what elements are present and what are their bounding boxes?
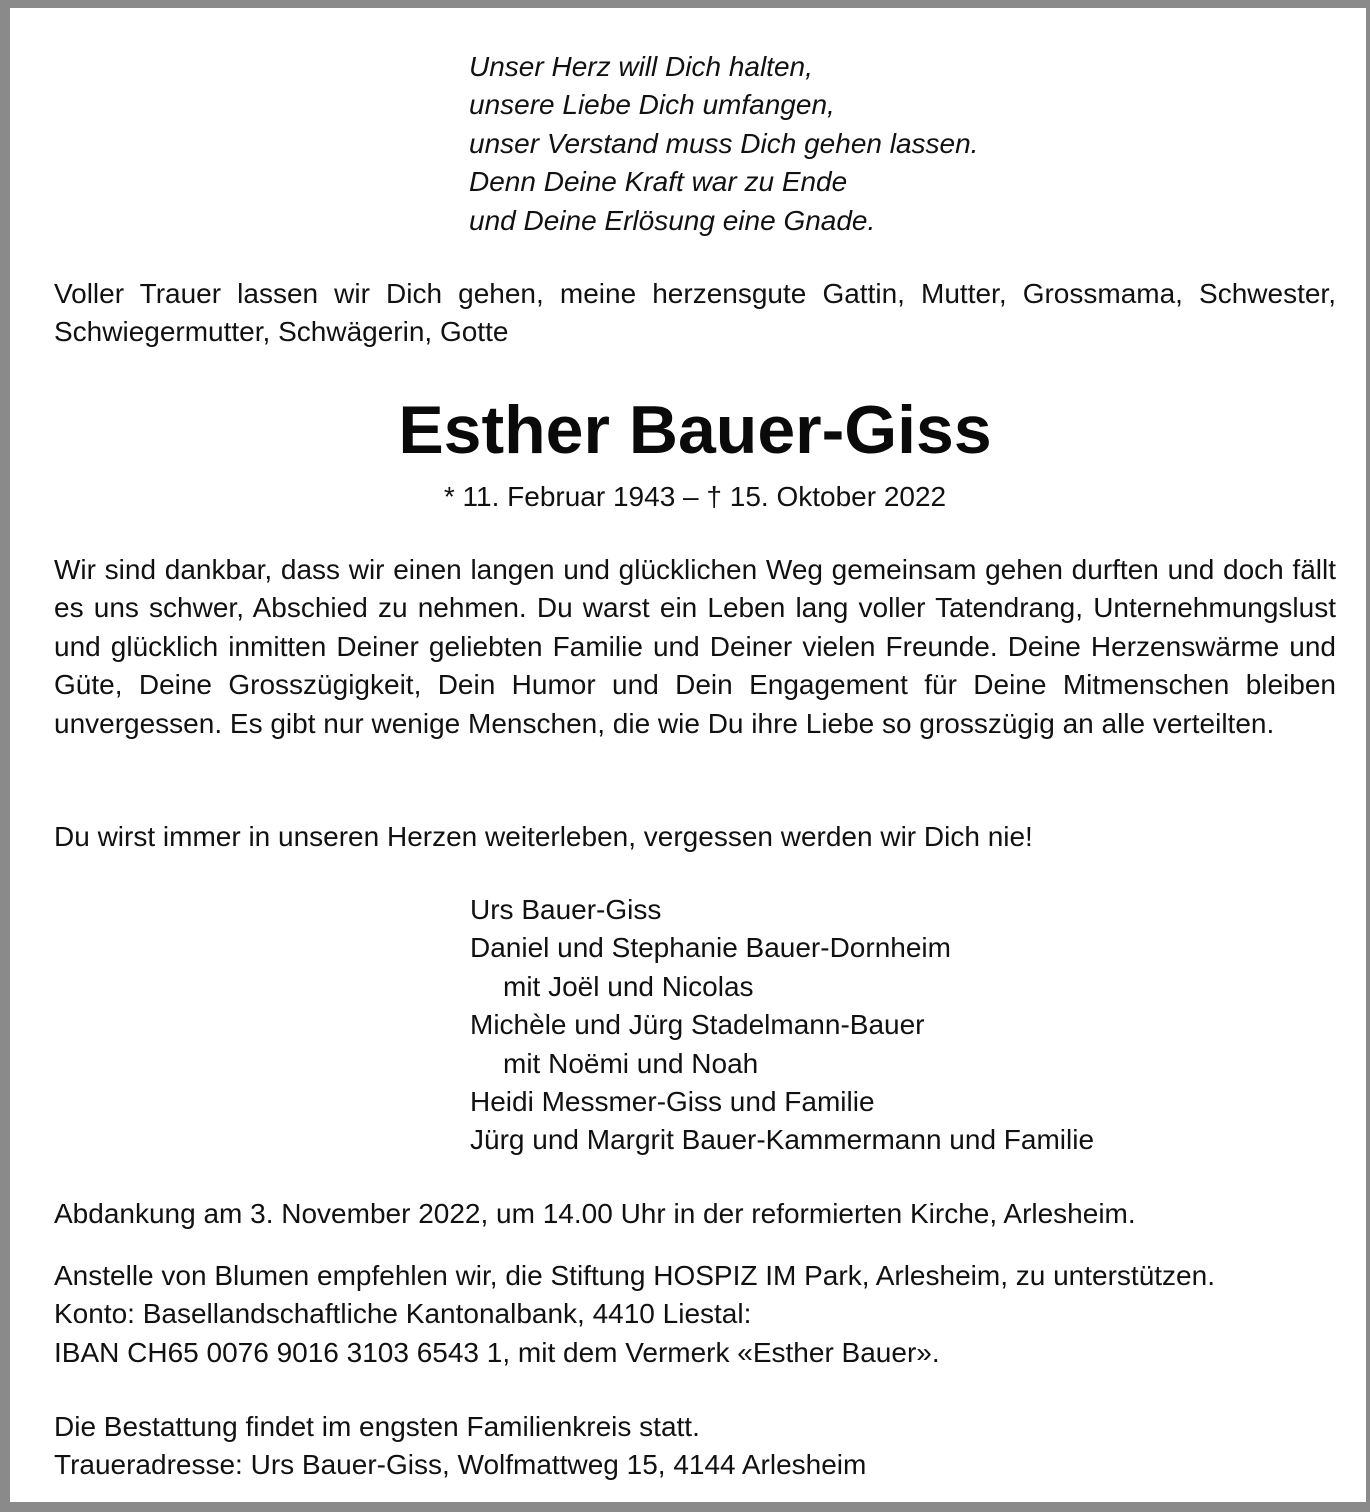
- family-list: [470, 891, 1094, 1160]
- poem-line: unser Verstand muss Dich gehen lassen.: [469, 127, 979, 159]
- donation-line: IBAN CH65 0076 9016 3103 6543 1, mit dem Vermerk «Esther Bauer».: [54, 1336, 940, 1368]
- donation-line: Anstelle von Blumen empfehlen wir, die Stiftung HOSPIZ IM Park, Arlesheim, zu unterstützen.: [54, 1260, 1215, 1291]
- remembrance-line: Du wirst immer in unseren Herzen weiterleben, vergessen werden wir Dich nie!: [54, 821, 1033, 852]
- poem-line: und Deine Erlösung eine Gnade.: [469, 204, 876, 236]
- closing-line: Die Bestattung findet im engsten Familienkreis statt.: [54, 1411, 700, 1442]
- service-line: Abdankung am 3. November 2022, um 14.00 Uhr in der reformierten Kirche, Arlesheim.: [54, 1198, 1136, 1229]
- deceased-name: Esther Bauer-Giss: [398, 392, 992, 468]
- family-member: mit Joël und Nicolas: [503, 970, 754, 1002]
- closing-info: [54, 1408, 1344, 1485]
- poem-line: unsere Liebe Dich umfangen,: [469, 89, 835, 121]
- family-member: Urs Bauer-Giss: [470, 894, 662, 925]
- tribute-paragraph: Wir sind dankbar, dass wir einen langen und glücklichen Weg gemeinsam gehen durften und doch fällt es uns schwer, Abschied zu nehmen. Du warst ein Leben lang voller Tatendrang, Unternehmungslust und glücklich inmitten Deiner geliebten Familie und Deiner vielen Freunde. Deine Herzenswärme und Güte, Deine Grosszügigkeit, Dein Humor und Dein Engagement für Deine Mitmenschen bleiben unvergessen. Es gibt nur wenige Menschen, die wie Du ihre Liebe so grosszügig an alle verteilten.: [54, 554, 1336, 739]
- family-member: Michèle und Jürg Stadelmann-Bauer: [470, 1009, 925, 1041]
- family-member: Daniel und Stephanie Bauer-Dornheim: [470, 932, 951, 964]
- poem-line: Unser Herz will Dich halten,: [469, 51, 813, 82]
- life-dates: * 11. Februar 1943 – † 15. Oktober 2022: [443, 481, 947, 512]
- family-member: Heidi Messmer-Giss und Familie: [470, 1086, 875, 1118]
- poem: [469, 48, 978, 240]
- family-member: mit Noëmi und Noah: [503, 1047, 759, 1079]
- service-info: [54, 1195, 1344, 1233]
- donation-line: Konto: Basellandschaftliche Kantonalbank, 4410 Liestal:: [54, 1298, 752, 1330]
- poem-line: Denn Deine Kraft war zu Ende: [469, 166, 848, 198]
- family-member: Jürg und Margrit Bauer-Kammermann und Familie: [470, 1124, 1095, 1156]
- donation-info: [54, 1257, 1344, 1372]
- intro-text: Voller Trauer lassen wir Dich gehen, meine herzensgute Gattin, Mutter, Grossmama, Schwester, Schwiegermutter, Schwägerin, Gotte: [54, 278, 1336, 348]
- closing-line: Traueradresse: Urs Bauer-Giss, Wolfmattweg 15, 4144 Arlesheim: [54, 1449, 867, 1481]
